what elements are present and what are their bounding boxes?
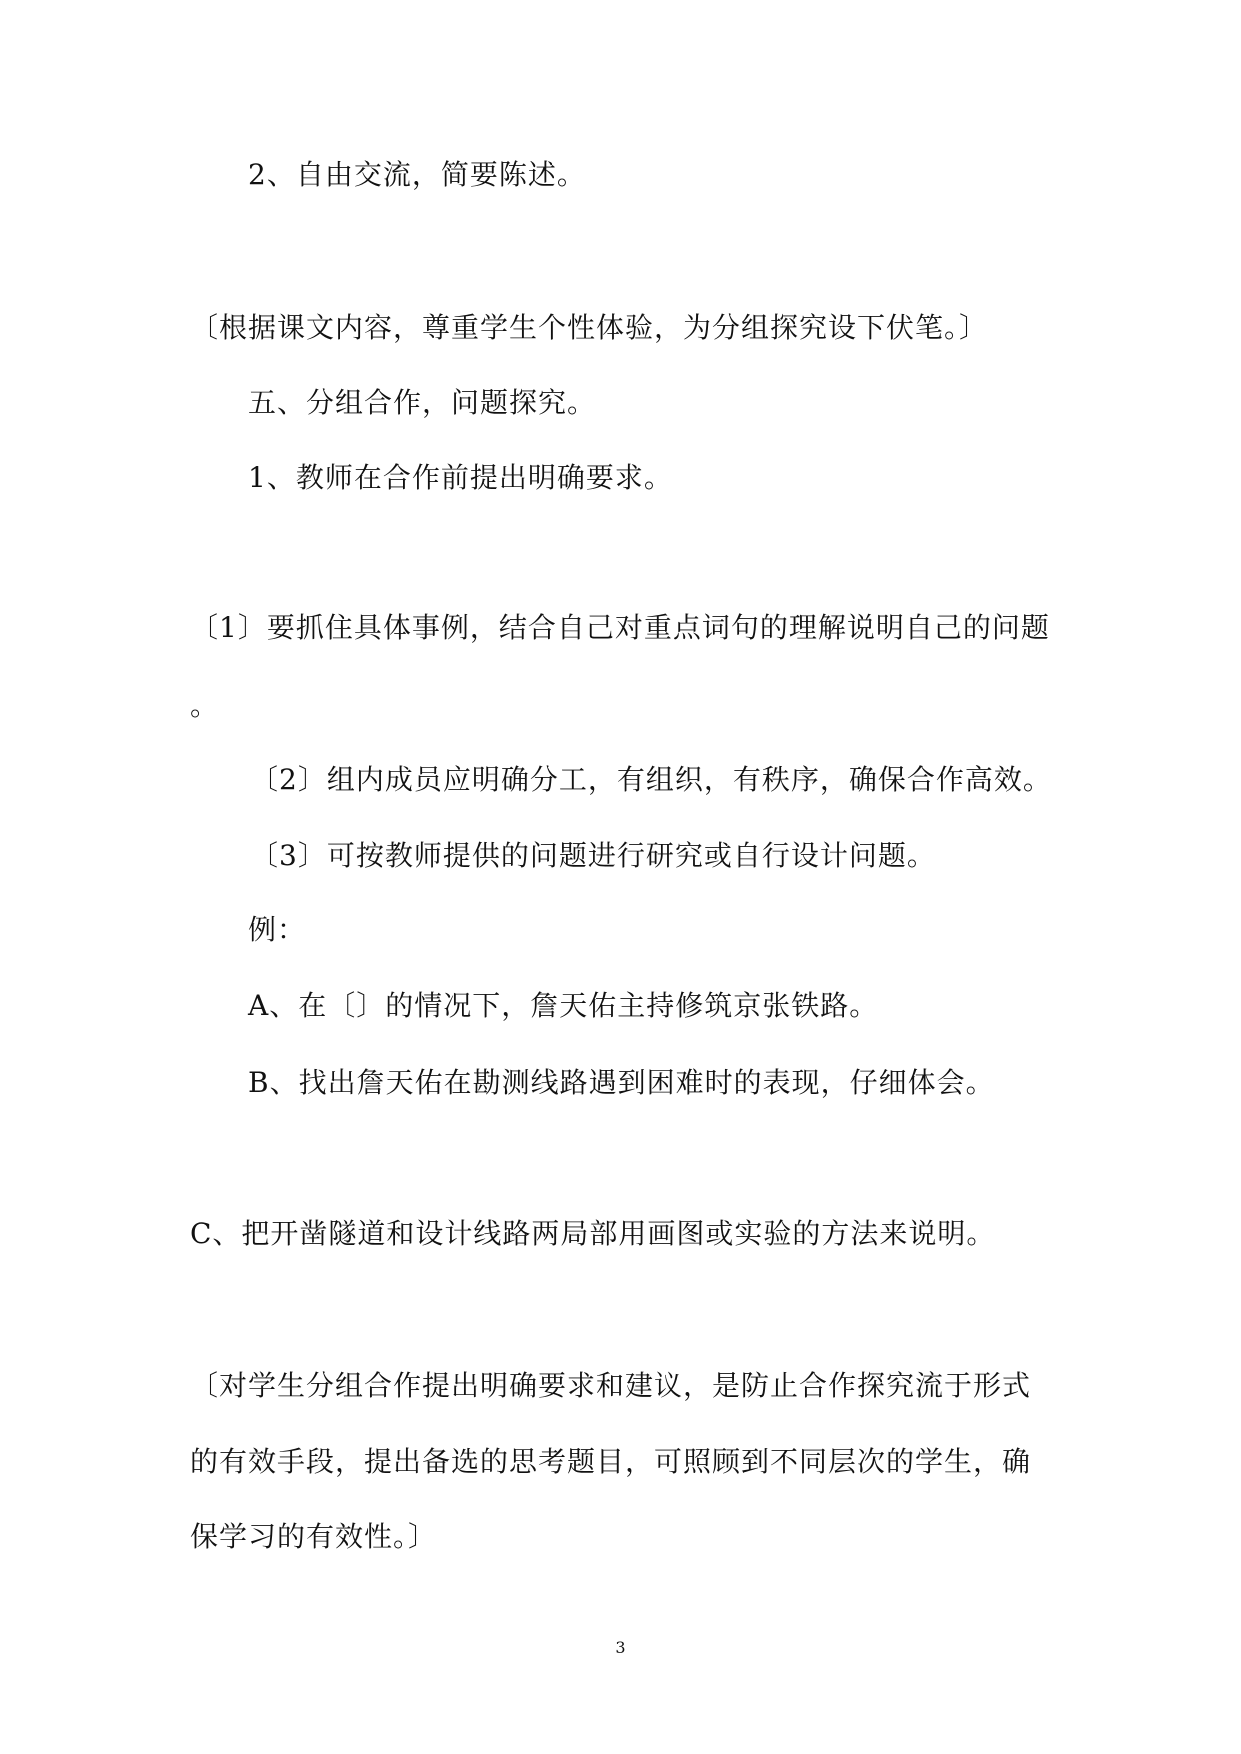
text-line: 〔根据课文内容，尊重学生个性体验，为分组探究设下伏笔。〕: [190, 311, 989, 344]
text-line: 保学习的有效性。〕: [190, 1520, 438, 1553]
text-line: 。: [190, 689, 220, 722]
text-line: 例：: [248, 913, 307, 946]
text-line: 〔对学生分组合作提出明确要求和建议，是防止合作探究流于形式: [190, 1369, 1032, 1402]
text-line: A、在〔〕的情况下，詹天佑主持修筑京张铁路。: [248, 989, 879, 1022]
section-heading: 五、分组合作，问题探究。: [248, 386, 597, 419]
text-line: 〔1〕要抓住具体事例，结合自己对重点词句的理解说明自己的问题: [190, 611, 1050, 644]
text-line: C、把开凿隧道和设计线路两局部用画图或实验的方法来说明。: [190, 1217, 996, 1250]
text-line: 1、教师在合作前提出明确要求。: [248, 461, 673, 494]
text-line: 〔3〕可按教师提供的问题进行研究或自行设计问题。: [250, 839, 936, 872]
page-number: 3: [615, 1638, 626, 1657]
text-line: 2、自由交流，简要陈述。: [248, 158, 586, 191]
text-line: 〔2〕组内成员应明确分工，有组织，有秩序，确保合作高效。: [250, 763, 1052, 796]
text-line: B、找出詹天佑在勘测线路遇到困难时的表现，仔细体会。: [248, 1066, 995, 1099]
text-line: 的有效手段，提出备选的思考题目，可照顾到不同层次的学生，确: [190, 1445, 1032, 1478]
